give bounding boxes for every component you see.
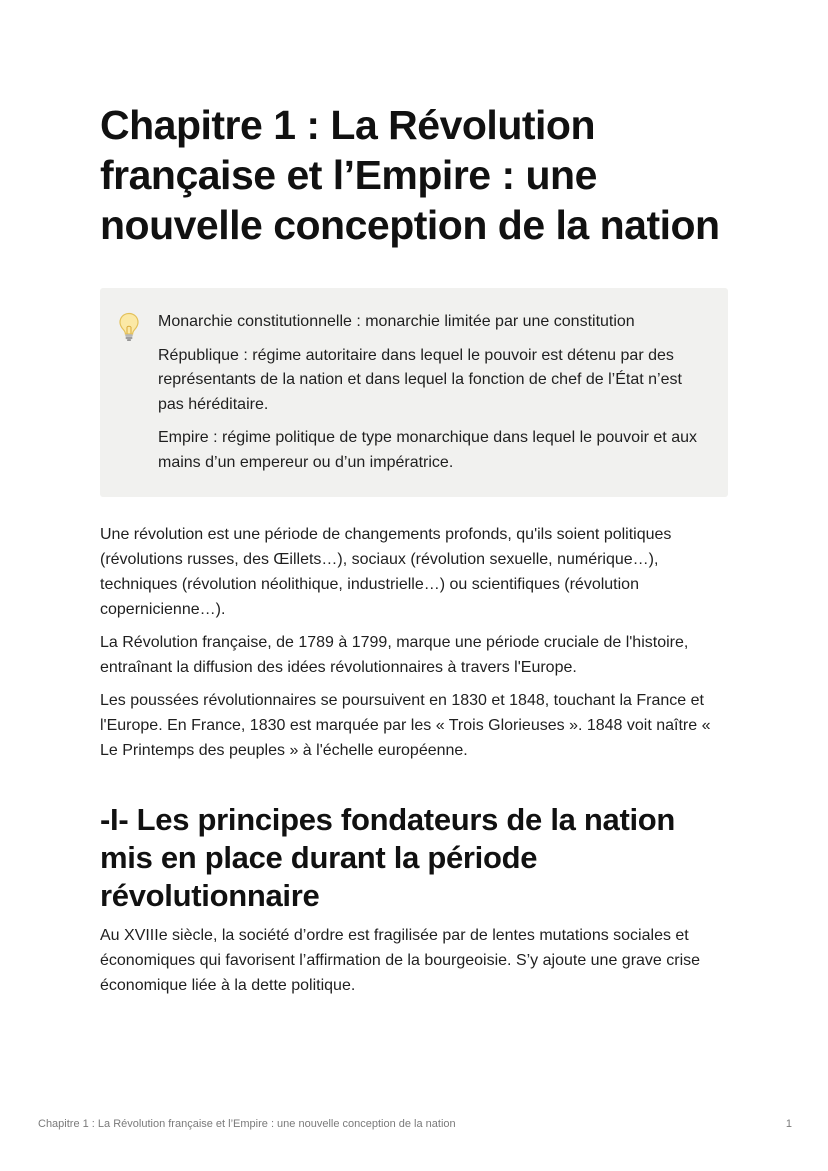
intro-section <box>100 522 728 763</box>
lightbulb-icon <box>118 310 142 475</box>
intro-paragraph: La Révolution française, de 1789 à 1799, marque une période cruciale de l'histoire, entraînant la diffusion des idées révolutionnaires à travers l'Europe. <box>100 634 689 676</box>
page-footer <box>38 1118 792 1130</box>
page-number: 1 <box>785 1118 792 1130</box>
definition-empire: Empire : régime politique de type monarchique dans lequel le pouvoir et aux mains d’un empereur ou d’un impératrice. <box>158 429 697 471</box>
section-paragraph: Au XVIIIe siècle, la société d’ordre est fragilisée par de lentes mutations sociales et économiques qui favorisent l’affirmation de la bourgeoisie. S’y ajoute une grave crise économique liée à la dette politique. <box>100 927 701 994</box>
intro-paragraph: Les poussées révolutionnaires se poursuivent en 1830 et 1848, touchant la France et l'Europe. En France, 1830 est marquée par les « Trois Glorieuses ». 1848 voit naître « Le Printemps des peuples » à l'échelle européenne. <box>100 692 711 759</box>
definition-republique: République : régime autoritaire dans lequel le pouvoir est détenu par des représentants de la nation et dans lequel la fonction de chef de l’État n’est pas héréditaire. <box>158 346 682 413</box>
footer-title: Chapitre 1 : La Révolution française et l’Empire : une nouvelle conception de la nation <box>38 1118 456 1130</box>
definition-monarchie: Monarchie constitutionnelle : monarchie limitée par une constitution <box>158 313 635 330</box>
intro-paragraph: Une révolution est une période de changements profonds, qu'ils soient politiques (révolutions russes, des Œillets…), sociaux (révolution sexuelle, numérique…), techniques (révolution néolithique, industrielle…) ou scientifiques (révolution copernicienne…). <box>100 526 672 618</box>
definitions-callout <box>100 288 728 497</box>
page-title: Chapitre 1 : La Révolution française et l’Empire : une nouvelle conception de la nation <box>100 102 720 248</box>
document-page <box>100 100 728 998</box>
section-heading: -I- Les principes fondateurs de la nation mis en place durant la période révolutionnaire <box>100 802 676 913</box>
